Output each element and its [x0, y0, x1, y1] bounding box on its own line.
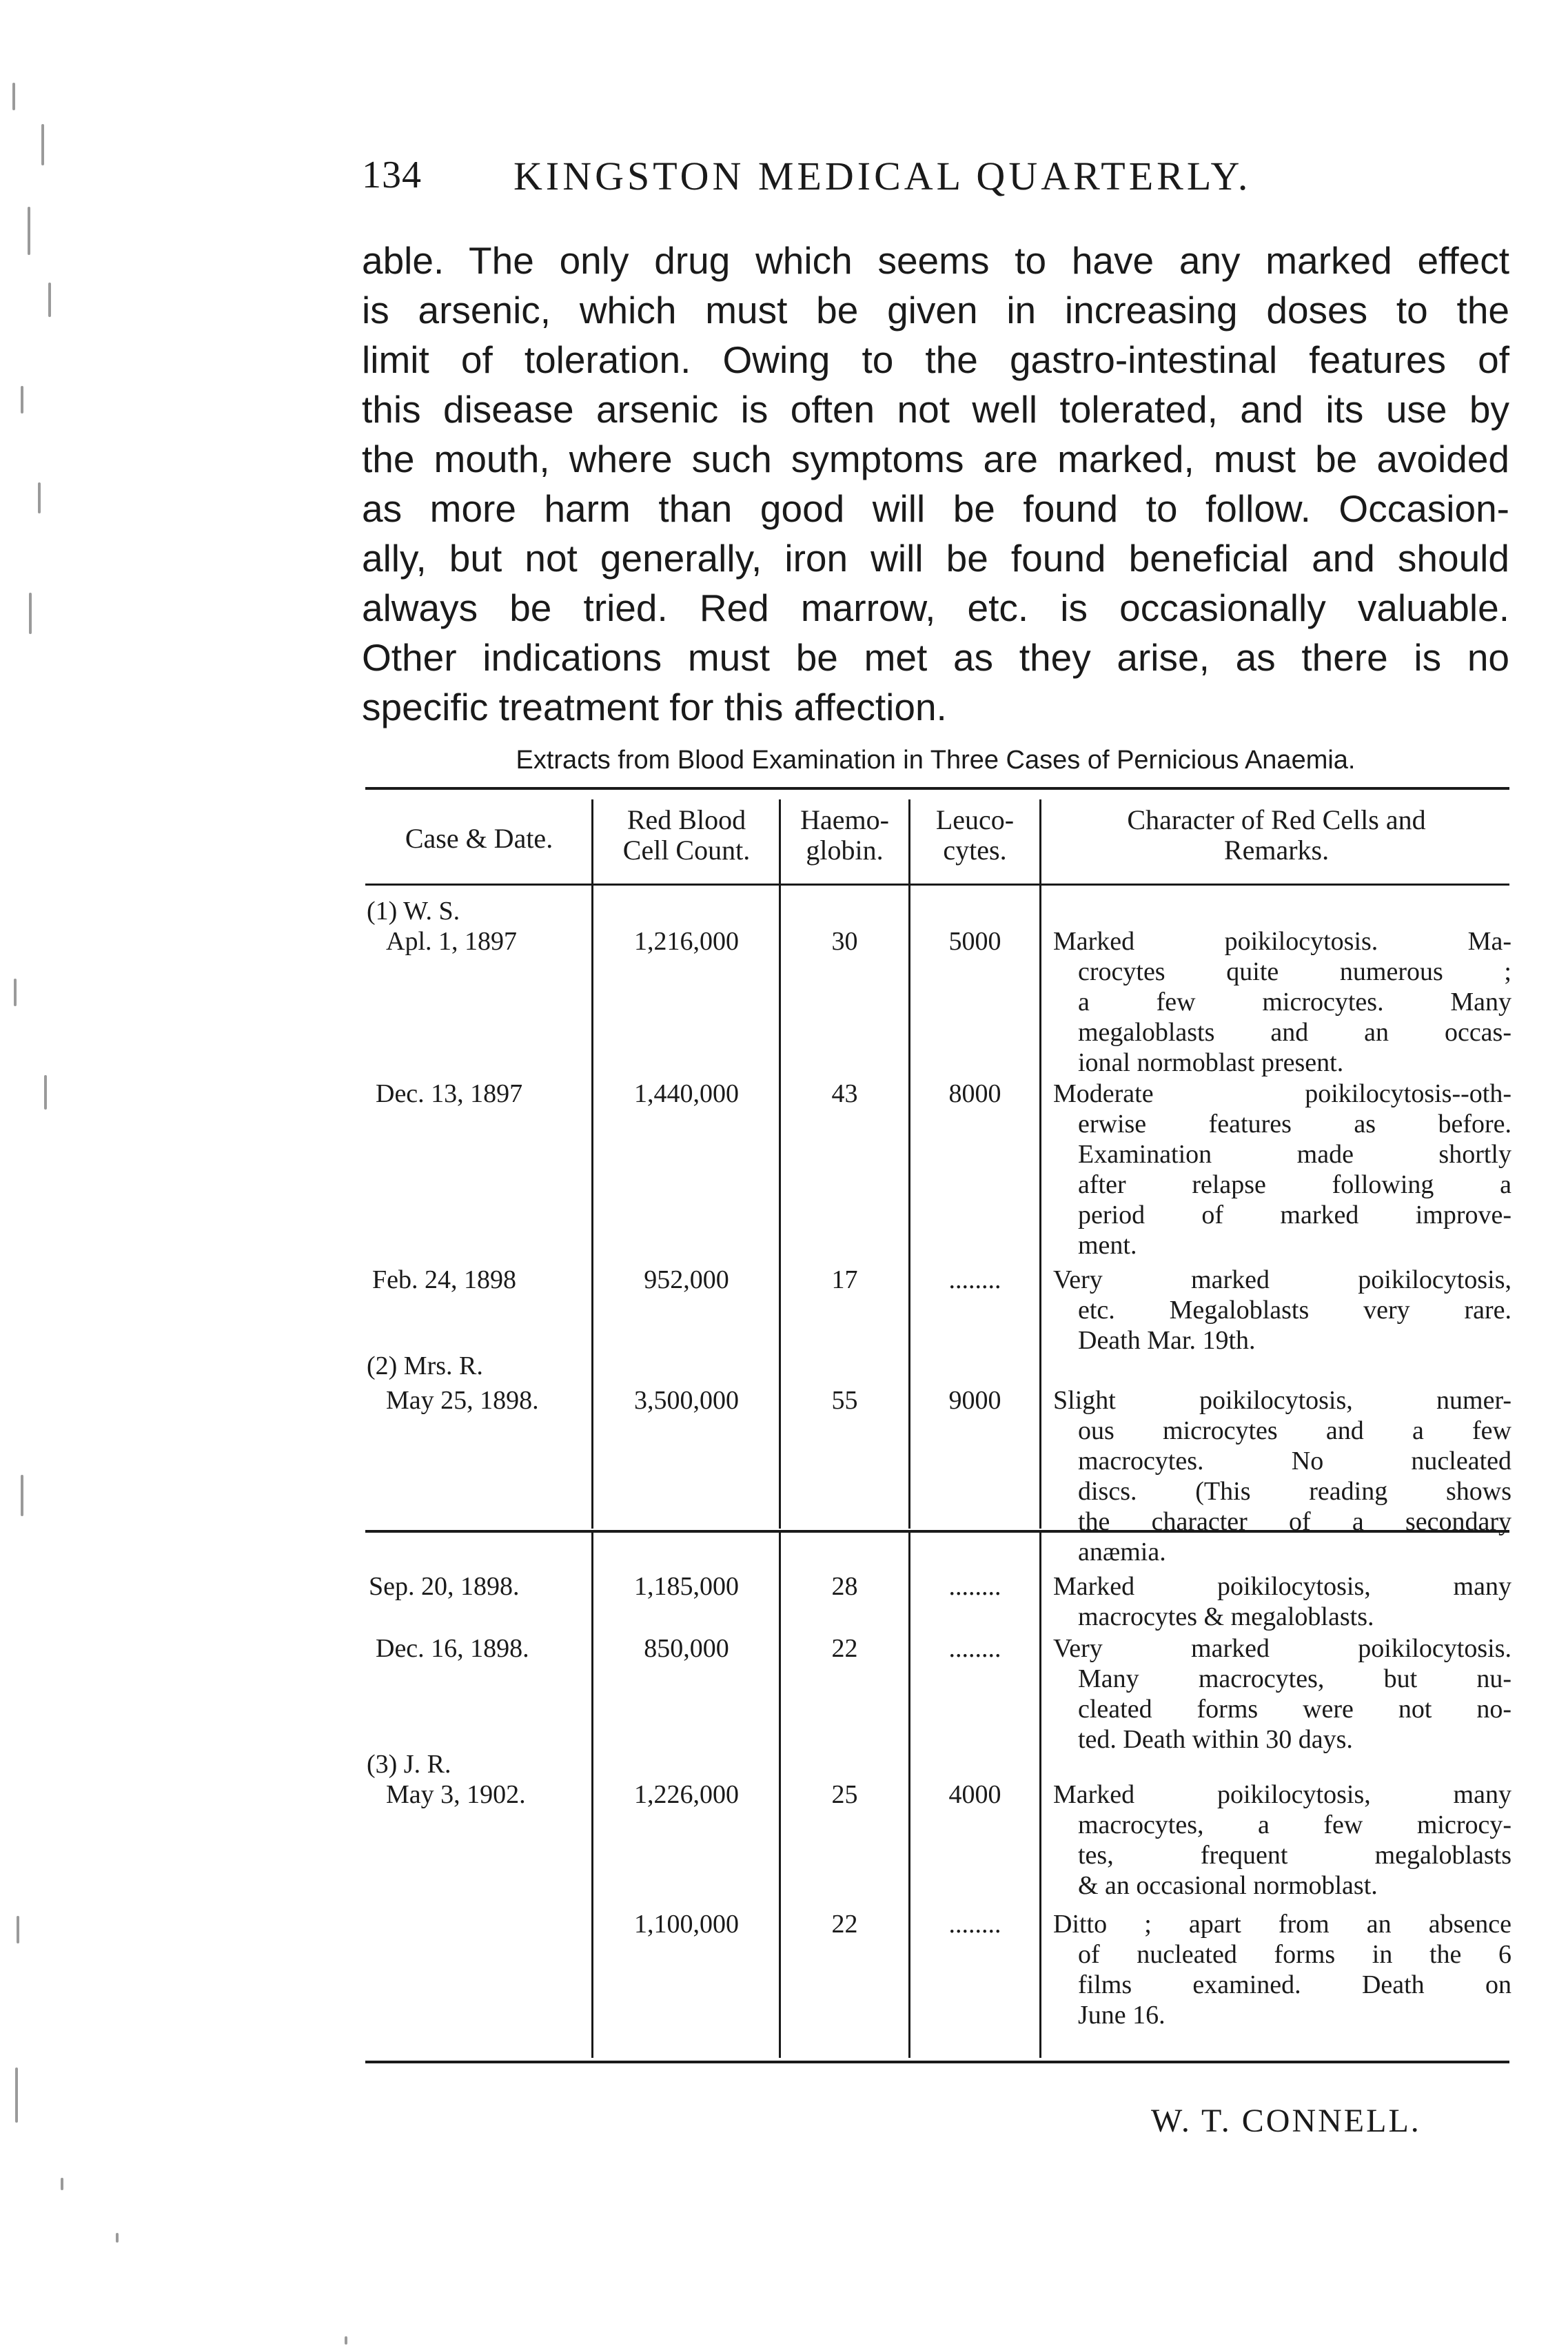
row-haemoglobin: 22: [831, 1634, 858, 1663]
row-leucocytes: 4000: [948, 1780, 1001, 1809]
remarks-line: etc. Megaloblasts very rare.: [1078, 1296, 1511, 1325]
row-remarks: [1053, 1265, 1511, 1356]
remarks-line: Examination made shortly: [1078, 1140, 1511, 1169]
remarks-line: Ditto ; apart from an absence: [1053, 1910, 1511, 1939]
remarks-line: cleated forms were not no-: [1078, 1695, 1511, 1724]
row-date: May 3, 1902.: [386, 1780, 526, 1809]
scan-speck: [15, 2068, 18, 2123]
row-date: Dec. 13, 1897: [376, 1079, 523, 1108]
header-text: Red Blood: [627, 804, 746, 835]
scan-speck: [29, 593, 32, 634]
row-haemoglobin: 22: [831, 1910, 858, 1939]
remarks-line: Slight poikilocytosis, numer-: [1053, 1386, 1511, 1415]
row-haemoglobin: 43: [831, 1079, 858, 1108]
row-remarks: [1053, 1633, 1511, 1755]
column-rule: [908, 1533, 910, 2058]
row-remarks: [1053, 1079, 1511, 1260]
row-date: Sep. 20, 1898.: [369, 1572, 520, 1601]
remarks-line: Very marked poikilocytosis.: [1053, 1634, 1511, 1663]
remarks-line: Marked poikilocytosis, many: [1053, 1780, 1511, 1809]
remarks-line: of nucleated forms in the 6: [1078, 1940, 1511, 1969]
scan-speck: [28, 207, 30, 255]
header-case-date: [369, 824, 589, 854]
column-rule: [1039, 799, 1041, 1529]
scan-speck: [21, 386, 23, 414]
author-signature: W. T. CONNELL.: [1151, 2103, 1421, 2139]
body-line: as more harm than good will be found to follow. Occasion-: [362, 487, 1509, 530]
remarks-line: macrocytes, a few microcy-: [1078, 1810, 1511, 1839]
scan-speck: [61, 2178, 63, 2190]
column-rule: [591, 1533, 593, 2058]
row-leucocytes: ........: [948, 1572, 1001, 1601]
row-red-count: 1,185,000: [634, 1572, 739, 1601]
remarks-line: Marked poikilocytosis. Ma-: [1053, 927, 1511, 956]
row-red-count: 850,000: [644, 1634, 729, 1663]
header-character: [1042, 805, 1511, 866]
remarks-line: & an occasional normoblast.: [1078, 1871, 1378, 1900]
column-rule: [779, 799, 781, 1529]
row-date: May 25, 1898.: [386, 1386, 539, 1415]
column-rule: [1039, 1533, 1041, 2058]
scan-speck: [38, 482, 41, 513]
remarks-line: megaloblasts and an occas-: [1078, 1018, 1511, 1047]
remarks-line: ted. Death within 30 days.: [1078, 1725, 1353, 1754]
remarks-line: anæmia.: [1078, 1538, 1166, 1566]
remarks-line: Moderate poikilocytosis--oth-: [1053, 1079, 1511, 1108]
row-haemoglobin: 17: [831, 1265, 858, 1294]
column-rule: [591, 799, 593, 1529]
header-text: Remarks.: [1223, 835, 1330, 866]
header-haemoglobin: [781, 805, 908, 866]
row-leucocytes: 8000: [948, 1079, 1001, 1108]
case-label: (1) W. S.: [367, 897, 460, 926]
remarks-line: Marked poikilocytosis, many: [1053, 1572, 1511, 1601]
scan-speck: [48, 283, 51, 317]
row-red-count: 1,226,000: [634, 1780, 739, 1809]
remarks-line: after relapse following a: [1078, 1170, 1511, 1199]
remarks-line: June 16.: [1078, 2001, 1165, 2030]
header-leucocytes: [910, 805, 1039, 866]
row-haemoglobin: 30: [831, 927, 858, 956]
row-red-count: 3,500,000: [634, 1386, 739, 1415]
body-line: this disease arsenic is often not well tolerated, and its use by: [362, 388, 1509, 431]
body-paragraph: [362, 236, 1509, 732]
case-label: (3) J. R.: [367, 1750, 451, 1779]
row-haemoglobin: 55: [831, 1386, 858, 1415]
remarks-line: erwise features as before.: [1078, 1110, 1511, 1139]
body-line: Other indications must be met as they arise, as there is no: [362, 636, 1509, 679]
remarks-line: tes, frequent megaloblasts: [1078, 1841, 1511, 1870]
scan-speck: [116, 2233, 119, 2243]
table-end-rule: [365, 2061, 1509, 2063]
row-remarks: [1053, 1571, 1511, 1632]
page-number: 134: [362, 154, 422, 196]
column-rule: [908, 799, 910, 1529]
scan-speck: [21, 1475, 23, 1516]
scan-speck: [41, 124, 44, 165]
header-red-blood: [594, 805, 779, 866]
body-line: always be tried. Red marrow, etc. is occasionally valuable.: [362, 586, 1509, 629]
row-date: Dec. 16, 1898.: [376, 1634, 529, 1663]
body-line: limit of toleration. Owing to the gastro-intestinal features of: [362, 338, 1509, 381]
page-header: [362, 153, 1368, 208]
body-line: able. The only drug which seems to have any marked effect: [362, 239, 1509, 282]
table-caption: Extracts from Blood Examination in Three Cases of Pernicious Anaemia.: [516, 746, 1356, 775]
row-leucocytes: ........: [948, 1634, 1001, 1663]
header-text: Leuco-: [935, 804, 1015, 835]
row-leucocytes: 9000: [948, 1386, 1001, 1415]
row-haemoglobin: 25: [831, 1780, 858, 1809]
remarks-line: Death Mar. 19th.: [1078, 1326, 1256, 1355]
row-red-count: 1,216,000: [634, 927, 739, 956]
row-haemoglobin: 28: [831, 1572, 858, 1601]
row-remarks: [1053, 1909, 1511, 2030]
row-red-count: 1,100,000: [634, 1910, 739, 1939]
body-line: is arsenic, which must be given in increasing doses to the: [362, 289, 1509, 331]
row-leucocytes: ........: [948, 1910, 1001, 1939]
remarks-line: films examined. Death on: [1078, 1970, 1511, 1999]
remarks-line: Many macrocytes, but nu-: [1078, 1664, 1511, 1693]
remarks-line: ous microcytes and a few: [1078, 1416, 1511, 1445]
scan-speck: [14, 979, 17, 1006]
header-text: cytes.: [943, 835, 1007, 866]
remarks-line: crocytes quite numerous ;: [1078, 957, 1511, 986]
row-leucocytes: 5000: [948, 927, 1001, 956]
remarks-line: discs. (This reading shows: [1078, 1477, 1511, 1506]
row-red-count: 1,440,000: [634, 1079, 739, 1108]
body-line: ally, but not generally, iron will be found beneficial and should: [362, 537, 1509, 580]
row-date: Apl. 1, 1897: [386, 927, 517, 956]
row-remarks: [1053, 926, 1511, 1078]
remarks-line: macrocytes & megaloblasts.: [1078, 1602, 1374, 1631]
header-underline: [365, 884, 1509, 886]
row-date: Feb. 24, 1898: [372, 1265, 516, 1294]
row-remarks: [1053, 1779, 1511, 1901]
scan-speck: [44, 1075, 47, 1110]
remarks-line: the character of a secondary: [1078, 1507, 1511, 1536]
remarks-line: Very marked poikilocytosis,: [1053, 1265, 1511, 1294]
header-text: Case & Date.: [405, 823, 553, 854]
header-text: globin.: [806, 835, 884, 866]
row-red-count: 952,000: [644, 1265, 729, 1294]
remarks-line: ional normoblast present.: [1078, 1048, 1344, 1077]
column-rule: [779, 1533, 781, 2058]
header-text: Cell Count.: [622, 835, 751, 866]
header-text: Character of Red Cells and: [1127, 804, 1426, 835]
remarks-line: ment.: [1078, 1231, 1137, 1260]
remarks-line: period of marked improve-: [1078, 1201, 1511, 1229]
scan-speck: [345, 2336, 347, 2345]
row-leucocytes: ........: [948, 1265, 1001, 1294]
body-line: specific treatment for this affection.: [362, 686, 947, 728]
row-remarks: [1053, 1385, 1511, 1567]
remarks-line: macrocytes. No nucleated: [1078, 1447, 1511, 1476]
running-title: KINGSTON MEDICAL QUARTERLY.: [513, 154, 1252, 198]
remarks-line: a few microcytes. Many: [1078, 988, 1511, 1017]
scan-speck: [12, 83, 15, 110]
body-line: the mouth, where such symptoms are marked, must be avoided: [362, 438, 1509, 480]
scan-speck: [17, 1916, 19, 1943]
case-label: (2) Mrs. R.: [367, 1351, 483, 1380]
header-text: Haemo-: [800, 804, 889, 835]
table-top-rule: [365, 787, 1509, 790]
